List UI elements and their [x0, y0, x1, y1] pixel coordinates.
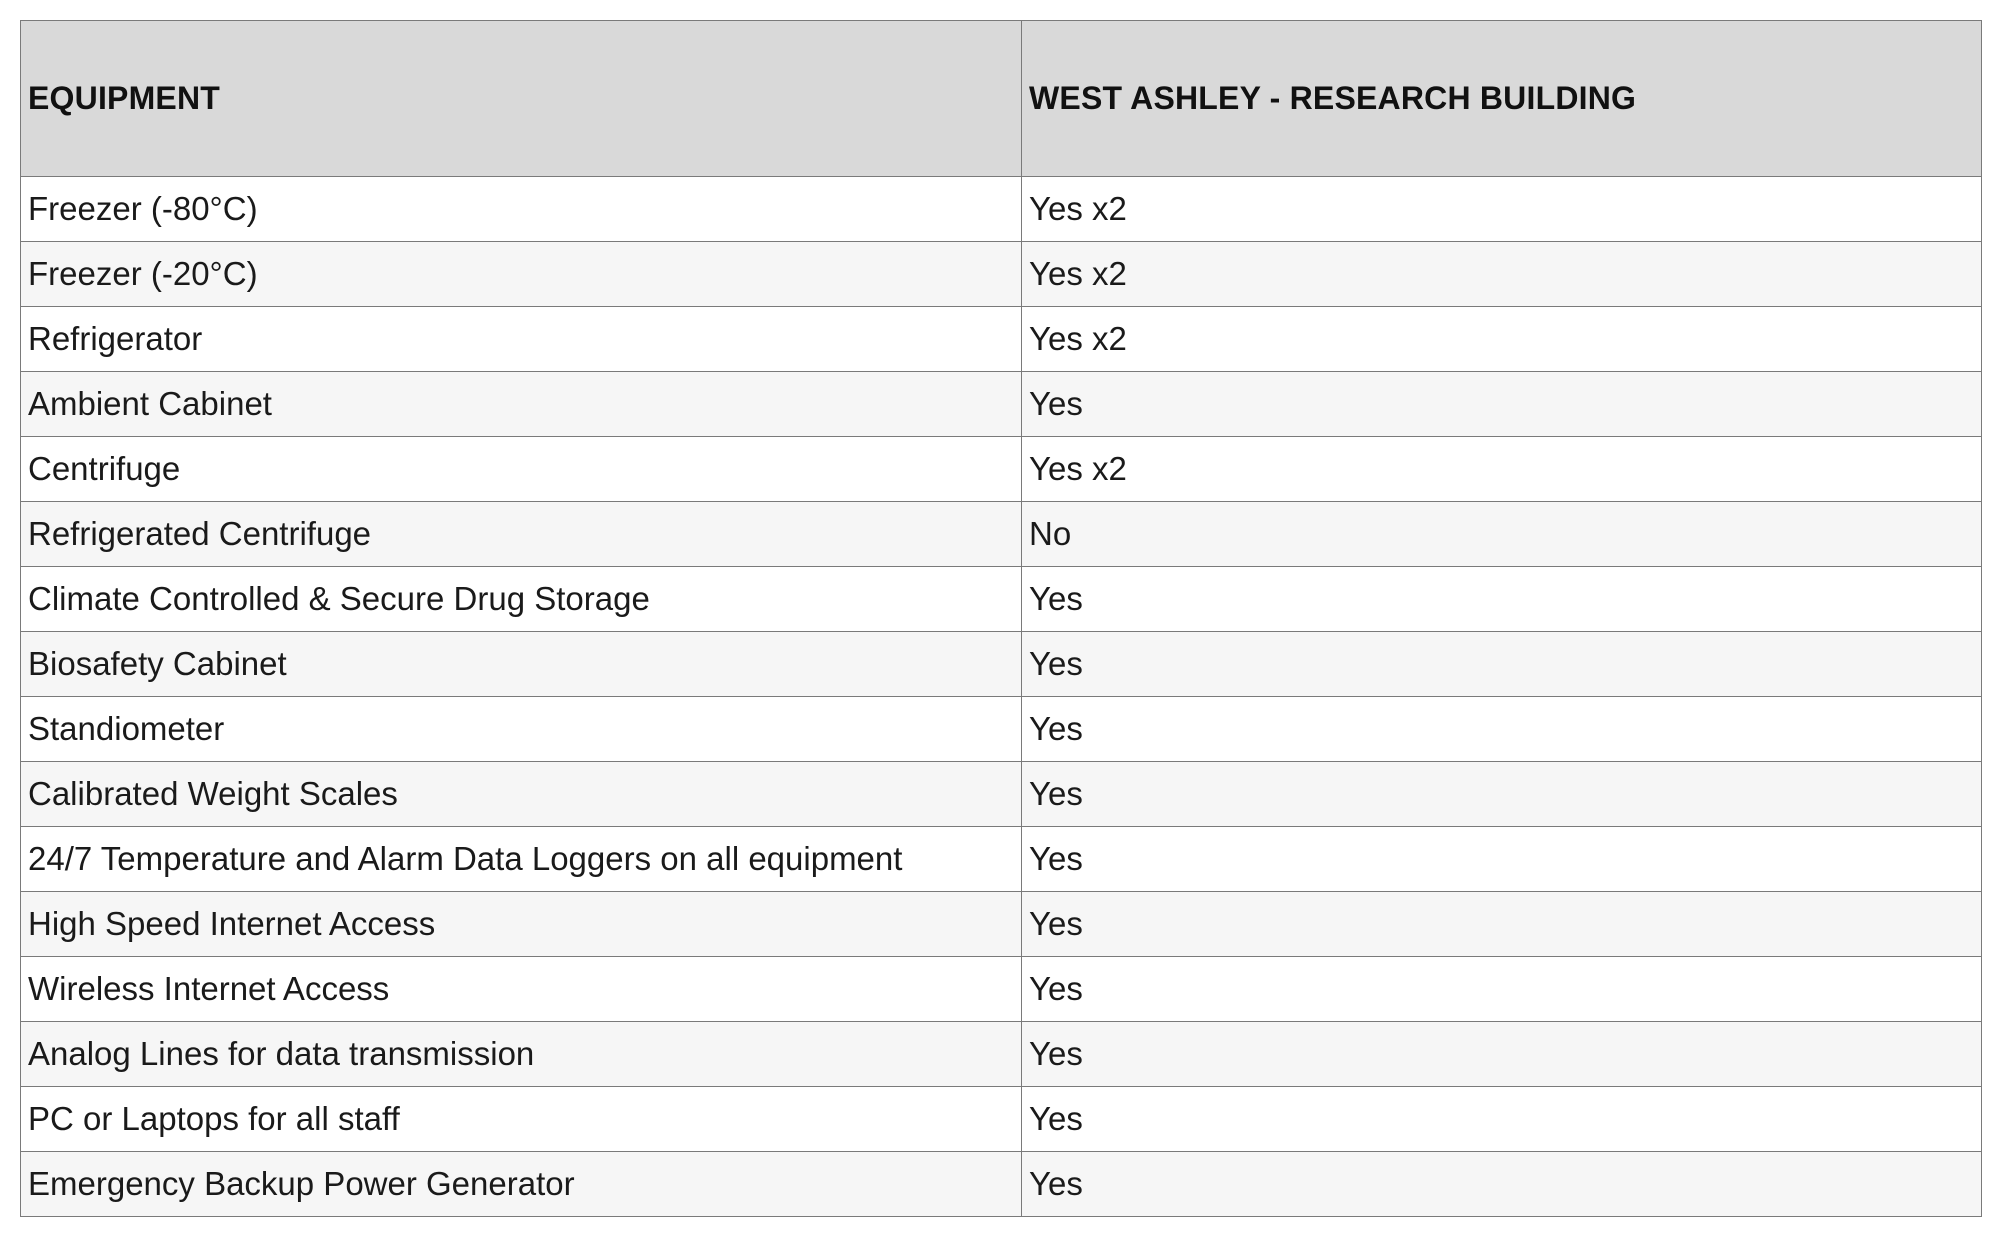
table-row: [21, 892, 1982, 957]
table-row: [21, 177, 1982, 242]
header-row: [21, 21, 1982, 177]
equipment-cell: High Speed Internet Access: [21, 892, 1022, 957]
equipment-cell: Centrifuge: [21, 437, 1022, 502]
availability-cell: Yes x2: [1022, 177, 1982, 242]
table-row: [21, 697, 1982, 762]
equipment-cell: Refrigerated Centrifuge: [21, 502, 1022, 567]
header-equipment: EQUIPMENT: [21, 21, 1022, 177]
availability-cell: Yes: [1022, 762, 1982, 827]
availability-cell: Yes x2: [1022, 307, 1982, 372]
table-row: [21, 762, 1982, 827]
equipment-table-container: [20, 20, 1981, 1217]
availability-cell: Yes: [1022, 697, 1982, 762]
availability-cell: Yes: [1022, 1022, 1982, 1087]
equipment-cell: Calibrated Weight Scales: [21, 762, 1022, 827]
availability-cell: Yes: [1022, 892, 1982, 957]
table-row: [21, 437, 1982, 502]
equipment-table: [20, 20, 1982, 1217]
table-row: [21, 1022, 1982, 1087]
table-row: [21, 502, 1982, 567]
table-row: [21, 1087, 1982, 1152]
equipment-cell: PC or Laptops for all staff: [21, 1087, 1022, 1152]
table-row: [21, 372, 1982, 437]
table-row: [21, 242, 1982, 307]
equipment-cell: Wireless Internet Access: [21, 957, 1022, 1022]
table-body: [21, 177, 1982, 1217]
equipment-cell: 24/7 Temperature and Alarm Data Loggers on all equipment: [21, 827, 1022, 892]
table-row: [21, 307, 1982, 372]
availability-cell: Yes: [1022, 1087, 1982, 1152]
equipment-cell: Analog Lines for data transmission: [21, 1022, 1022, 1087]
equipment-cell: Ambient Cabinet: [21, 372, 1022, 437]
equipment-cell: Refrigerator: [21, 307, 1022, 372]
table-row: [21, 567, 1982, 632]
availability-cell: Yes: [1022, 957, 1982, 1022]
equipment-cell: Freezer (-20°C): [21, 242, 1022, 307]
table-header: [21, 21, 1982, 177]
equipment-cell: Climate Controlled & Secure Drug Storage: [21, 567, 1022, 632]
availability-cell: Yes x2: [1022, 242, 1982, 307]
table-row: [21, 827, 1982, 892]
availability-cell: Yes: [1022, 372, 1982, 437]
table-row: [21, 957, 1982, 1022]
availability-cell: Yes: [1022, 1152, 1982, 1217]
equipment-cell: Biosafety Cabinet: [21, 632, 1022, 697]
availability-cell: Yes: [1022, 632, 1982, 697]
table-row: [21, 632, 1982, 697]
equipment-cell: Freezer (-80°C): [21, 177, 1022, 242]
table-row: [21, 1152, 1982, 1217]
availability-cell: Yes: [1022, 827, 1982, 892]
equipment-cell: Emergency Backup Power Generator: [21, 1152, 1022, 1217]
availability-cell: Yes x2: [1022, 437, 1982, 502]
header-location: WEST ASHLEY - RESEARCH BUILDING: [1022, 21, 1982, 177]
availability-cell: Yes: [1022, 567, 1982, 632]
availability-cell: No: [1022, 502, 1982, 567]
equipment-cell: Standiometer: [21, 697, 1022, 762]
